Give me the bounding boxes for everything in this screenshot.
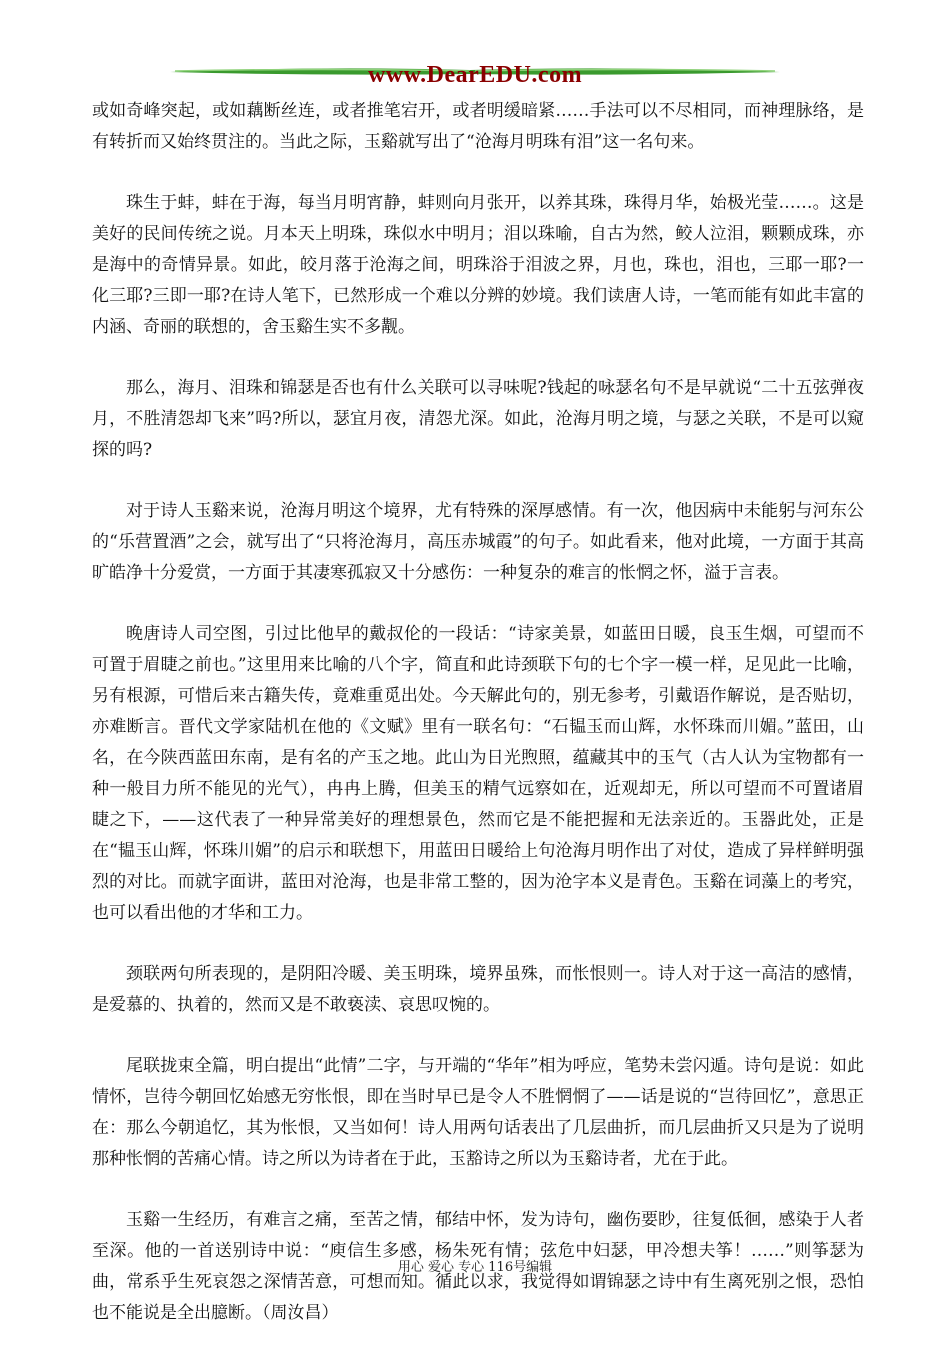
paragraph-2: 珠生于蚌，蚌在于海，每当月明宵静，蚌则向月张开，以养其珠，珠得月华，始极光莹……。这是美好的民间传统之说。月本天上明珠，珠似水中明月；泪以珠喻，自古为然，鲛人泣泪，颗颗成珠，亦是海中的奇情异景。如此，皎月落于沧海之间，明珠浴于泪波之界，月也，珠也，泪也，三耶一耶?一化三耶?三即一耶?在诗人笔下，已然形成一个难以分辨的妙境。我们读唐人诗，一笔而能有如此丰富的内涵、奇丽的联想的，舍玉谿生实不多觏。 bbox=[92, 193, 864, 337]
site-url: www.DearEDU.com bbox=[367, 62, 583, 88]
paragraph-1: 或如奇峰突起，或如藕断丝连，或者推笔宕开，或者明缓暗紧……手法可以不尽相同，而神理脉络，是有转折而又始终贯注的。当此之际，玉谿就写出了“沧海月明珠有泪”这一名句来。 bbox=[92, 101, 864, 152]
paragraph-5: 晚唐诗人司空图，引过比他早的戴叔伦的一段话：“诗家美景，如蓝田日暖，良玉生烟，可望而不可置于眉睫之前也。”这里用来比喻的八个字，简直和此诗颈联下句的七个字一模一样，足见此一比喻，另有根源，可惜后来古籍失传，竟难重觅出处。今天解此句的，别无参考，引戴语作解说，是否贴切，亦难断言。晋代文学家陆机在他的《文赋》里有一联名句：“石韫玉而山辉，水怀珠而川媚。”蓝田，山名，在今陕西蓝田东南，是有名的产玉之地。此山为日光煦照，蕴藏其中的玉气（古人认为宝物都有一种一般目力所不能见的光气），冉冉上腾，但美玉的精气远察如在，近观却无，所以可望而不可置诸眉睫之下，——这代表了一种异常美好的理想景色，然而它是不能把握和无法亲近的。玉器此处，正是在“韫玉山辉，怀珠川媚”的启示和联想下，用蓝田日暖给上句沧海月明作出了对仗，造成了异样鲜明强烈的对比。而就字面讲，蓝田对沧海，也是非常工整的，因为沧字本义是青色。玉谿在词藻上的考究，也可以看出他的才华和工力。 bbox=[92, 624, 864, 923]
article-body bbox=[92, 96, 864, 1359]
paragraph-7: 尾联拢束全篇，明白提出“此情”二字，与开端的“华年”相为呼应，笔势未尝闪遁。诗句是说：如此情怀，岂待今朝回忆始感无穷怅恨，即在当时早已是令人不胜惘惘了——话是说的“岂待回忆”，意思正在：那么今朝追忆，其为怅恨，又当如何！诗人用两句话表出了几层曲折，而几层曲折又只是为了说明那种怅惘的苦痛心情。诗之所以为诗者在于此，玉豁诗之所以为玉谿诗者，尤在于此。 bbox=[92, 1056, 864, 1169]
paragraph-8: 玉谿一生经历，有难言之痛，至苦之情，郁结中怀，发为诗句，幽伤要眇，往复低徊，感染于人者至深。他的一首送别诗中说：“庾信生多感，杨朱死有情；弦危中妇瑟，甲冷想夫筝！……”则筝瑟为曲，常系乎生死哀怨之深情苦意，可想而知。循此以求，我觉得如谓锦瑟之诗中有生离死别之恨，恐怕也不能说是全出臆断。（周汝昌） bbox=[92, 1210, 864, 1323]
paragraph-6: 颈联两句所表现的，是阴阳冷暖、美玉明珠，境界虽殊，而怅恨则一。诗人对于这一高洁的感情，是爱慕的、执着的，然而又是不敢亵渎、哀思叹惋的。 bbox=[92, 964, 864, 1015]
page-footer: 用心 爱心 专心 116号编辑 bbox=[397, 1260, 553, 1275]
site-header-banner bbox=[170, 58, 780, 98]
paragraph-4: 对于诗人玉谿来说，沧海月明这个境界，尤有特殊的深厚感情。有一次，他因病中未能躬与河东公的“乐营置酒”之会，就写出了“只将沧海月，高压赤城霞”的句子。如此看来，他对此境，一方面于其高旷皓净十分爱赏，一方面于其凄寒孤寂又十分感伤：一种复杂的难言的怅惘之怀，溢于言表。 bbox=[92, 501, 864, 583]
paragraph-3: 那么，海月、泪珠和锦瑟是否也有什么关联可以寻味呢?钱起的咏瑟名句不是早就说“二十五弦弹夜月，不胜清怨却飞来”吗?所以，瑟宜月夜，清怨尤深。如此，沧海月明之境，与瑟之关联，不是可以窥探的吗? bbox=[92, 378, 864, 460]
